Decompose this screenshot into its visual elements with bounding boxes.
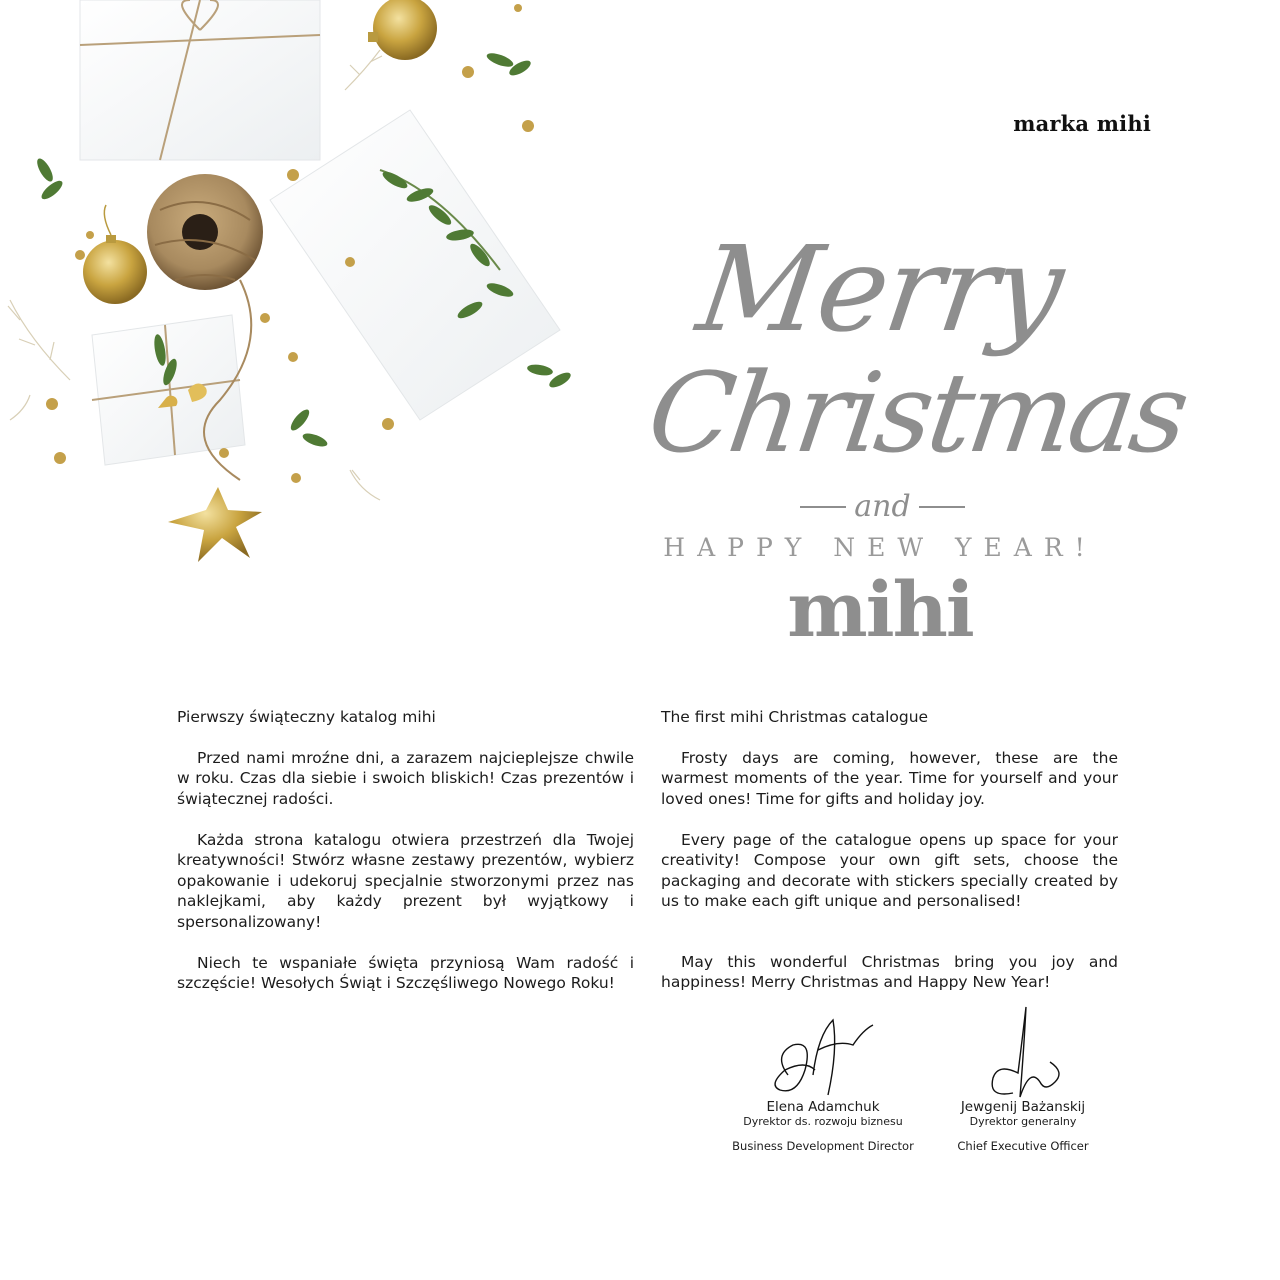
gold-star-icon xyxy=(168,487,262,562)
signature-block xyxy=(923,1005,1123,1153)
gold-ornament-icon xyxy=(83,205,147,304)
greeting-christmas: Christmas xyxy=(641,349,1193,477)
signatory-role-en: Business Development Director xyxy=(732,1139,914,1153)
signature-block xyxy=(723,1005,923,1153)
handwritten-signature-icon xyxy=(758,1005,888,1101)
greeting-and: and xyxy=(854,489,911,524)
divider-line xyxy=(919,506,965,508)
mihi-logo: mihi xyxy=(787,565,973,654)
christmas-flatlay-photo xyxy=(0,0,600,590)
english-paragraph: May this wonderful Christmas bring you joy and happiness! Merry Christmas and Happy New Year! xyxy=(661,952,1118,991)
polish-heading: Pierwszy świąteczny katalog mihi xyxy=(177,708,436,726)
gold-ornament-icon xyxy=(368,0,437,60)
brand-tag: marka mihi xyxy=(1013,111,1151,136)
english-paragraph: Frosty days are coming, however, these are the warmest moments of the year. Time for yourself and your loved ones! Time for gifts and holiday joy. xyxy=(661,748,1118,808)
signatory-name: Jewgenij Bażanskij xyxy=(960,1099,1086,1115)
greeting-lettering xyxy=(641,220,1193,660)
polish-paragraph: Niech te wspaniałe święta przyniosą Wam radość i szczęście! Wesołych Świąt i Szczęśliwego Nowego Roku! xyxy=(177,953,634,992)
signatory-role-pl: Dyrektor ds. rozwoju biznesu xyxy=(743,1115,903,1128)
greeting-merry: Merry xyxy=(690,220,1070,358)
polish-letter xyxy=(177,707,634,1014)
english-heading: The first mihi Christmas catalogue xyxy=(661,708,929,726)
polish-paragraph: Każda strona katalogu otwiera przestrzeń dla Twojej kreatywności! Stwórz własne zestawy prezentów, wybierz opakowanie i udekoruj specjalnie stworzonymi przez nas naklejkami, aby każdy prezent był wyjątkowy i spersonalizowany! xyxy=(177,830,634,931)
signatory-role-pl: Dyrektor generalny xyxy=(969,1115,1077,1128)
divider-line xyxy=(800,506,846,508)
signatory-role-en: Chief Executive Officer xyxy=(957,1139,1089,1153)
signatory-name: Elena Adamchuk xyxy=(766,1099,880,1115)
polish-paragraph: Przed nami mroźne dni, a zarazem najcieplejsze chwile w roku. Czas dla siebie i swoich bliskich! Czas prezentów i świątecznej radości. xyxy=(177,748,634,808)
gift-box-icon xyxy=(92,315,245,465)
greeting-happy-new-year: HAPPY NEW YEAR! xyxy=(663,533,1097,562)
english-paragraph: Every page of the catalogue opens up space for your creativity! Compose your own gift sets, choose the packaging and decorate with stickers specially created by us to make each gift unique and personalised! xyxy=(661,830,1118,910)
english-letter xyxy=(661,707,1118,1013)
handwritten-signature-icon xyxy=(958,1005,1088,1101)
gift-box-icon xyxy=(80,0,320,160)
greeting-connector-row xyxy=(800,489,965,524)
